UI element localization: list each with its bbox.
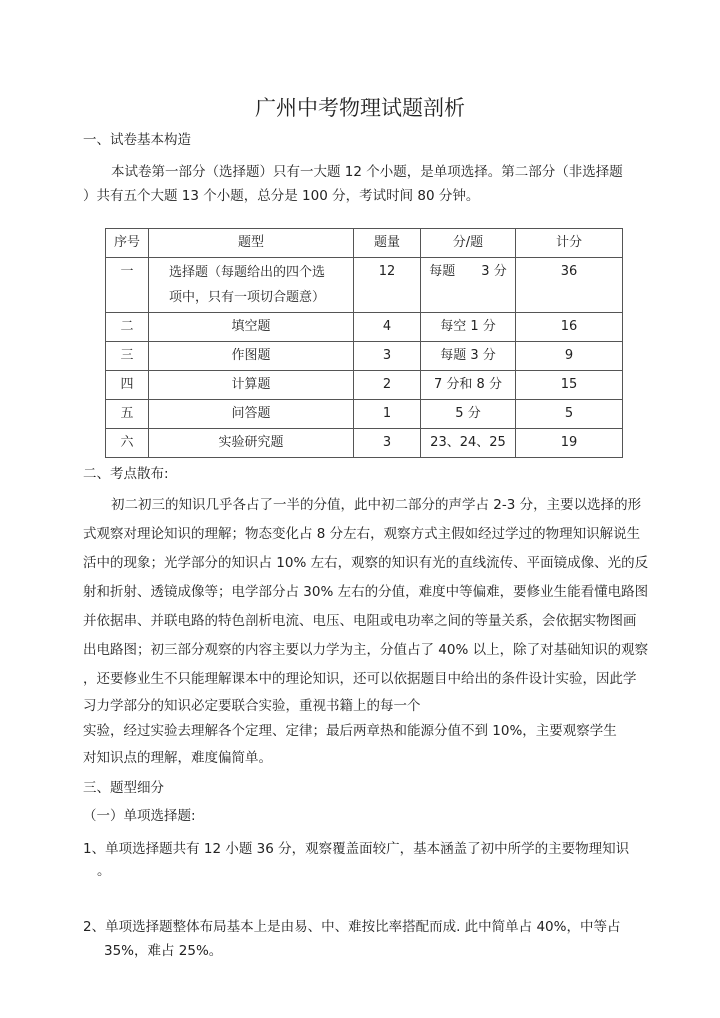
paragraph-line: 初二初三的知识几乎各占了一半的分值，此中初二部分的声学占 2-3 分，主要以选择的形	[111, 497, 642, 513]
table-header-row	[106, 229, 623, 258]
table-cell: 每题 3 分	[421, 258, 516, 313]
cell-line: 选择题（每题给出的四个选	[169, 265, 326, 280]
table-cell: 每空 1 分	[421, 313, 516, 342]
table-cell: 六	[106, 429, 149, 458]
table-cell: 实验研究题	[149, 429, 354, 458]
table-header: 题型	[149, 229, 354, 258]
table-cell: 计算题	[149, 371, 354, 400]
table-cell: 四	[106, 371, 149, 400]
paragraph-line: 出电路图；初三部分观察的内容主要以力学为主，分值占了 40% 以上，除了对基础知识的观察	[83, 642, 649, 658]
table-cell: 二	[106, 313, 149, 342]
table-cell: 23、24、25	[421, 429, 516, 458]
score-table	[105, 228, 623, 458]
table-row	[106, 429, 623, 458]
table-row	[106, 258, 623, 313]
paragraph-line: 并依据串、并联电路的特色剖析电流、电压、电阻或电功率之间的等量关系，会依据实物图画	[83, 613, 637, 629]
table-row	[106, 313, 623, 342]
subsection-heading: （一）单项选择题:	[83, 808, 196, 824]
document-title: 广州中考物理试题剖析	[255, 96, 465, 120]
list-item: 2、单项选择题整体布局基本上是由易、中、难按比率搭配而成. 此中简单占 40%，中等占	[83, 919, 621, 935]
table-row	[106, 371, 623, 400]
table-cell: 36	[516, 258, 623, 313]
table-cell: 五	[106, 400, 149, 429]
paragraph-line: 射和折射、透镜成像等；电学部分占 30% 左右的分值，难度中等偏难，要修业生能看懂电路图	[83, 584, 649, 600]
cell-line: 项中，只有一项切合题意）	[169, 290, 326, 305]
table-cell: 每题 3 分	[421, 342, 516, 371]
table-cell: 5 分	[421, 400, 516, 429]
table-cell: 7 分和 8 分	[421, 371, 516, 400]
table-cell: 16	[516, 313, 623, 342]
section-1-heading: 一、试卷基本构造	[83, 132, 191, 148]
table-cell: 填空题	[149, 313, 354, 342]
table-cell: 三	[106, 342, 149, 371]
table-cell: 3	[354, 429, 421, 458]
list-item: 1、单项选择题共有 12 小题 36 分，观察覆盖面较广，基本涵盖了初中所学的主要物理知识	[83, 841, 630, 857]
table-cell: 问答题	[149, 400, 354, 429]
table-cell: 1	[354, 400, 421, 429]
table-cell: 一	[106, 258, 149, 313]
paragraph-line: 本试卷第一部分（选择题）只有一大题 12 个小题，是单项选择。第二部分（非选择题	[111, 164, 623, 180]
table-cell: 5	[516, 400, 623, 429]
section-2-heading: 二、考点散布:	[83, 466, 169, 482]
paragraph-line: 活中的现象；光学部分的知识占 10% 左右，观察的知识有光的直线流传、平面镜成像、光的反	[83, 555, 649, 571]
table-row	[106, 342, 623, 371]
list-item-continuation: 。	[97, 863, 111, 879]
table-cell: 4	[354, 313, 421, 342]
table-cell: 19	[516, 429, 623, 458]
paragraph-line: 实验，经过实验去理解各个定理、定律；最后两章热和能源分值不到 10%，主要观察学生	[83, 723, 617, 739]
table-cell: 3	[354, 342, 421, 371]
table-cell: 作图题	[149, 342, 354, 371]
table-cell	[149, 258, 354, 313]
paragraph-line: 习力学部分的知识必定要联合实验，重视书籍上的每一个	[83, 698, 421, 714]
table-cell: 15	[516, 371, 623, 400]
paragraph-line: ）共有五个大题 13 个小题，总分是 100 分，考试时间 80 分钟。	[83, 188, 480, 204]
paragraph-line: ，还要修业生不只能理解课本中的理论知识，还可以依据题目中给出的条件设计实验，因此学	[83, 671, 637, 687]
table-header: 分/题	[421, 229, 516, 258]
paragraph-line: 对知识点的理解，难度偏简单。	[83, 750, 272, 766]
table-row	[106, 400, 623, 429]
table-header: 题量	[354, 229, 421, 258]
table-header: 计分	[516, 229, 623, 258]
table-header: 序号	[106, 229, 149, 258]
table-cell: 9	[516, 342, 623, 371]
table-cell: 12	[354, 258, 421, 313]
section-3-heading: 三、题型细分	[83, 780, 164, 796]
list-item-continuation: 35%，难占 25%。	[104, 943, 223, 959]
table-cell: 2	[354, 371, 421, 400]
paragraph-line: 式观察对理论知识的理解；物态变化占 8 分左右，观察方式主假如经过学过的物理知识解说生	[83, 526, 641, 542]
